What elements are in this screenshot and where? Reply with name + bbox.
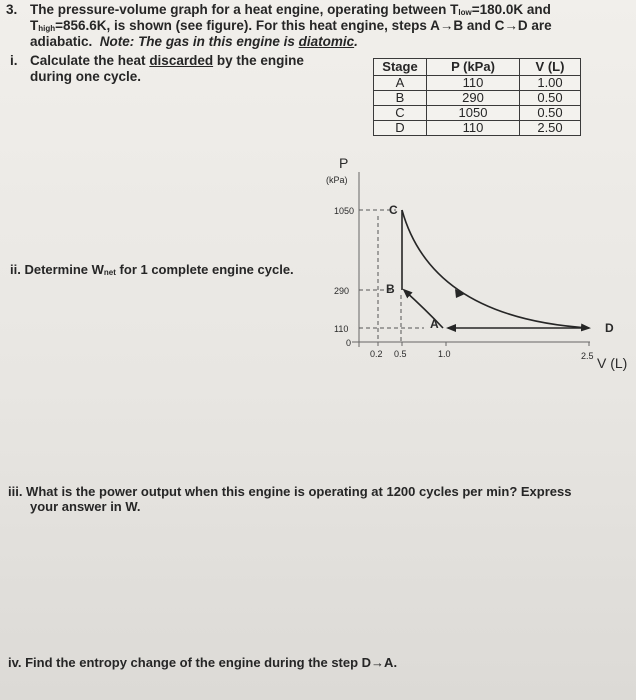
volume-cell: 2.50 [520, 121, 581, 136]
x-tick-label-1-0: 1.0 [438, 349, 451, 359]
question-line-3: adiabatic. Note: The gas in this engine is diatomic. [30, 34, 358, 49]
x-axis-title: V (L) [597, 355, 628, 371]
y-axis-unit: (kPa) [326, 175, 348, 185]
part-iv-text: iv. Find the entropy change of the engine during the step D→A. [8, 655, 398, 670]
header-volume: V (L) [520, 59, 581, 76]
pressure-cell: 290 [427, 91, 520, 106]
part-i-number: i. [10, 53, 18, 68]
process-curve-cd [402, 210, 589, 328]
y-axis-title: P [339, 155, 349, 171]
question-line-2: $T_{high}=856.6K$, is shown (see figure). For this heat engine, steps A→B and C→D are [30, 18, 552, 33]
point-label-c: C [389, 203, 398, 217]
x-tick-label-2-5: 2.5 [581, 351, 594, 361]
volume-cell: 0.50 [520, 91, 581, 106]
pressure-cell: 1050 [427, 106, 520, 121]
pressure-cell: 110 [427, 76, 520, 91]
header-stage: Stage [374, 59, 427, 76]
x-tick-label-0-5: 0.5 [394, 349, 407, 359]
y-tick-label-0: 0 [346, 338, 352, 348]
y-tick-label-1050: 1050 [334, 206, 355, 216]
question-number: 3. [6, 2, 18, 17]
part-ii-text: ii. Determine $W_{net}$ for 1 complete engine cycle. [10, 262, 294, 277]
x-tick-label-0-2: 0.2 [370, 349, 383, 359]
stage-cell: B [374, 91, 427, 106]
part-iii-text: iii. What is the power output when this engine is operating at 1200 cycles per min? Express [8, 484, 572, 499]
stage-cell: C [374, 106, 427, 121]
part-i-text-2: during one cycle. [30, 69, 142, 84]
point-label-a: A [430, 317, 439, 331]
stage-cell: A [374, 76, 427, 91]
point-label-d: D [605, 321, 614, 335]
volume-cell: 0.50 [520, 106, 581, 121]
question-line-1: The pressure-volume graph for a heat engine, operating between $T_{low}=180.0K$ and [30, 2, 551, 17]
stage-cell: D [374, 121, 427, 136]
y-tick-label-110: 110 [334, 324, 349, 334]
part-i-text: Calculate the heat discarded by the engine [30, 53, 304, 68]
part-iii-text-2: your answer in W. [30, 499, 141, 514]
header-pressure: P (kPa) [427, 59, 520, 76]
pressure-cell: 110 [427, 121, 520, 136]
point-label-b: B [386, 282, 395, 296]
graph-axes [352, 172, 590, 347]
volume-cell: 1.00 [520, 76, 581, 91]
y-tick-label-290: 290 [334, 286, 350, 296]
